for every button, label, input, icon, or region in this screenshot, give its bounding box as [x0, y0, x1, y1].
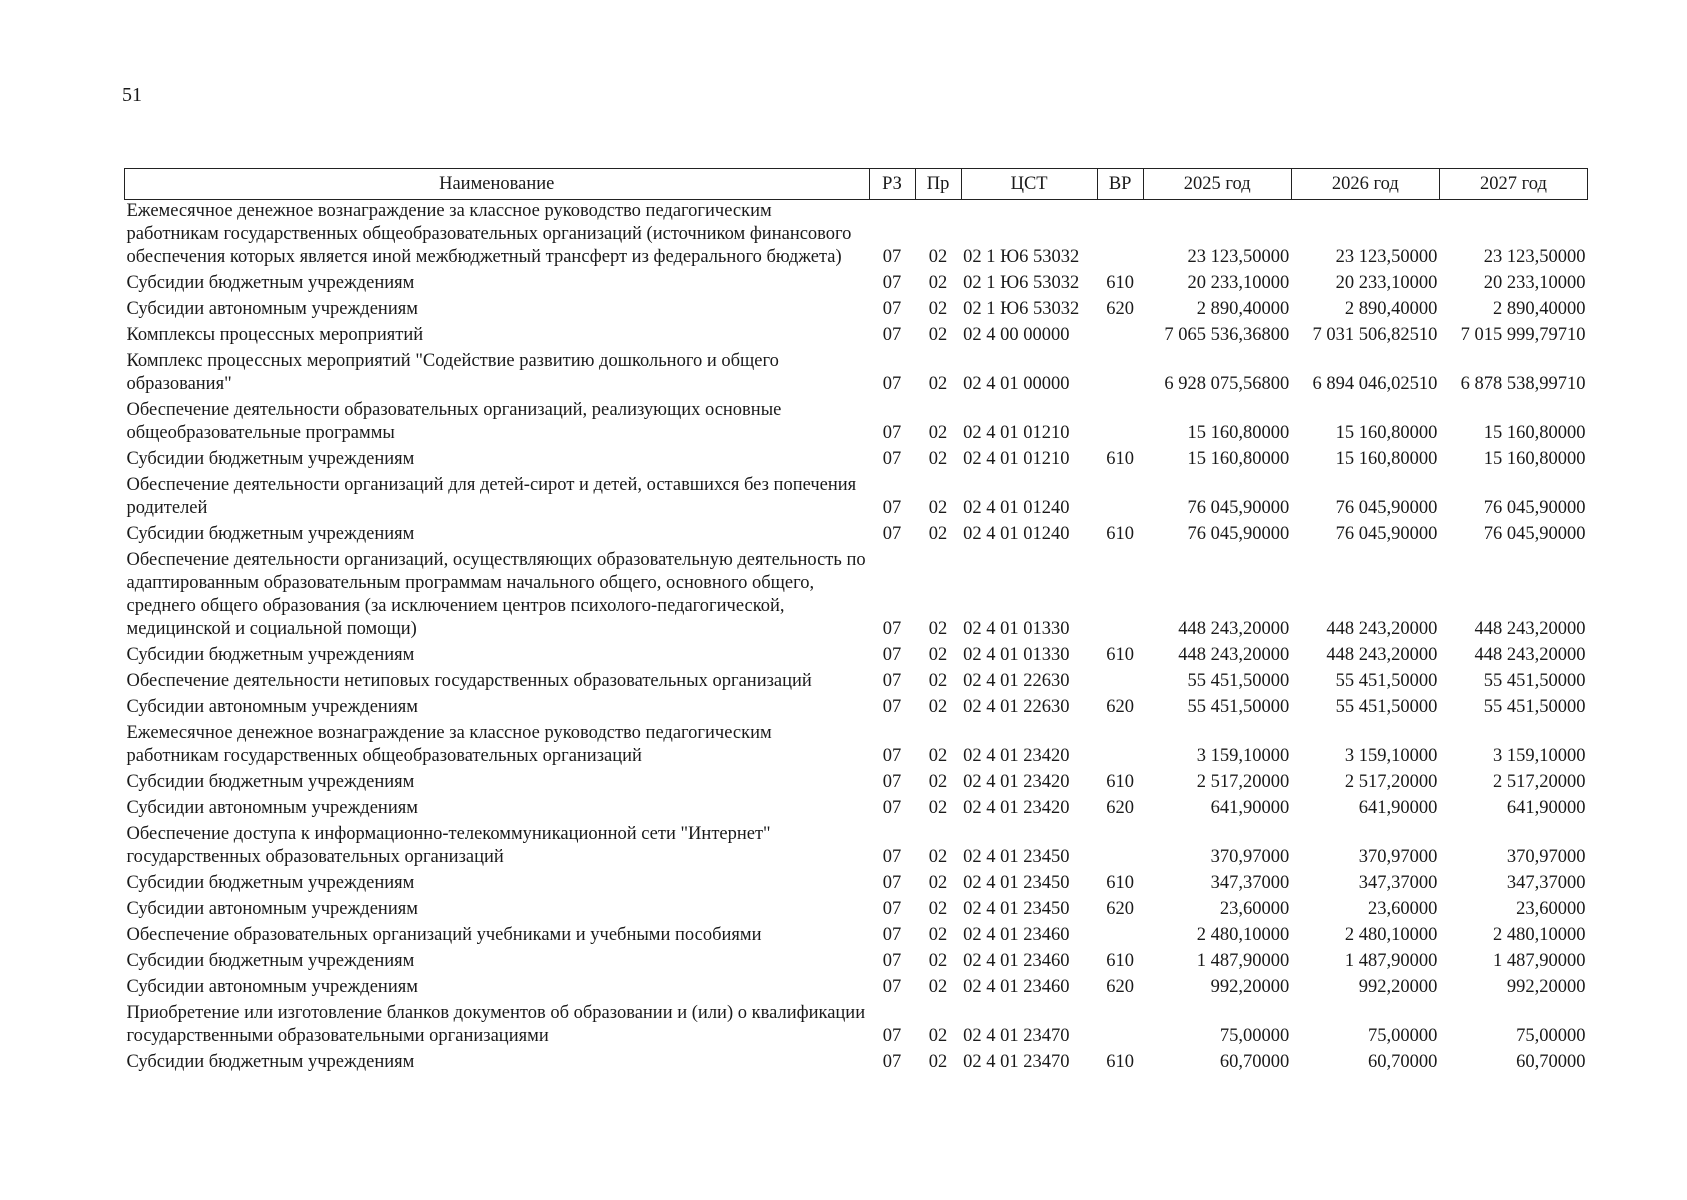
row-value-2026: 7 031 506,82510 [1312, 325, 1438, 345]
row-pr: 02 [928, 524, 948, 544]
row-vr: 610 [1106, 273, 1135, 293]
row-name: Комплекс процессных мероприятий "Содействие развитию дошкольного и общего образования" [126, 351, 779, 394]
row-cst: 02 1 Ю6 53032 [963, 299, 1080, 319]
row-vr: 610 [1106, 645, 1135, 665]
table-row [125, 1002, 1588, 1051]
row-rz: 07 [882, 772, 902, 792]
table-body [125, 200, 1588, 1078]
row-pr: 02 [928, 1026, 948, 1046]
row-value-2026: 15 160,80000 [1335, 449, 1438, 469]
row-name: Комплексы процессных мероприятий [126, 325, 424, 345]
row-name: Субсидии бюджетным учреждениям [126, 645, 415, 665]
row-value-2027: 448 243,20000 [1474, 645, 1586, 665]
row-vr [1097, 350, 1143, 399]
row-rz: 07 [882, 899, 902, 919]
row-pr: 02 [928, 619, 948, 639]
row-name: Ежемесячное денежное вознаграждение за классное руководство педагогическим работникам государственных общеобразовательных организаций (источником финансового обеспечения которых является иной межбюджетный трансферт из федерального бюджета) [126, 201, 852, 267]
row-vr: 610 [1106, 873, 1135, 893]
row-rz: 07 [882, 273, 902, 293]
header-2026: 2026 год [1291, 169, 1439, 200]
table-row [125, 872, 1588, 898]
row-cst: 02 4 01 22630 [963, 697, 1070, 717]
row-rz: 07 [882, 977, 902, 997]
row-value-2025: 20 233,10000 [1187, 273, 1290, 293]
row-name: Субсидии бюджетным учреждениям [126, 772, 415, 792]
row-vr: 620 [1106, 798, 1135, 818]
row-value-2025: 60,70000 [1219, 1052, 1290, 1072]
row-vr: 620 [1106, 977, 1135, 997]
row-name: Субсидии бюджетным учреждениям [126, 524, 415, 544]
row-value-2025: 6 928 075,56800 [1164, 374, 1290, 394]
row-value-2027: 76 045,90000 [1483, 498, 1586, 518]
row-rz: 07 [882, 247, 902, 267]
row-value-2026: 76 045,90000 [1335, 524, 1438, 544]
row-name: Ежемесячное денежное вознаграждение за классное руководство педагогическим работникам государственных общеобразовательных организаций [126, 723, 772, 766]
row-cst: 02 4 01 01330 [963, 619, 1070, 639]
row-vr: 620 [1106, 697, 1135, 717]
row-value-2025: 76 045,90000 [1187, 524, 1290, 544]
table-row [125, 797, 1588, 823]
table-row [125, 644, 1588, 670]
row-pr: 02 [928, 325, 948, 345]
table-row [125, 448, 1588, 474]
row-vr: 610 [1106, 1052, 1135, 1072]
row-value-2025: 448 243,20000 [1178, 619, 1290, 639]
row-cst: 02 4 01 23470 [963, 1026, 1070, 1046]
table-row [125, 549, 1588, 644]
table-header-row [125, 169, 1588, 200]
row-vr [1097, 722, 1143, 771]
row-rz: 07 [882, 325, 902, 345]
row-pr: 02 [928, 977, 948, 997]
row-name: Обеспечение деятельности образовательных организаций, реализующих основные общеобразовательные программы [126, 400, 782, 443]
row-value-2025: 75,00000 [1219, 1026, 1290, 1046]
row-pr: 02 [928, 798, 948, 818]
row-value-2026: 448 243,20000 [1326, 619, 1438, 639]
row-value-2026: 55 451,50000 [1335, 671, 1438, 691]
row-pr: 02 [928, 645, 948, 665]
row-vr [1097, 924, 1143, 950]
row-cst: 02 1 Ю6 53032 [963, 273, 1080, 293]
row-value-2026: 6 894 046,02510 [1312, 374, 1438, 394]
row-value-2025: 76 045,90000 [1187, 498, 1290, 518]
row-cst: 02 4 01 23460 [963, 977, 1070, 997]
table-row [125, 823, 1588, 872]
header-cst: ЦСТ [961, 169, 1097, 200]
row-rz: 07 [882, 645, 902, 665]
header-rz: РЗ [869, 169, 915, 200]
row-value-2027: 20 233,10000 [1483, 273, 1586, 293]
row-pr: 02 [928, 697, 948, 717]
row-pr: 02 [928, 449, 948, 469]
header-vr: ВР [1097, 169, 1143, 200]
row-cst: 02 4 01 01240 [963, 498, 1070, 518]
row-vr [1097, 823, 1143, 872]
row-cst: 02 4 01 01210 [963, 449, 1070, 469]
row-value-2027: 2 890,40000 [1493, 299, 1586, 319]
row-vr [1097, 549, 1143, 644]
row-value-2026: 992,20000 [1358, 977, 1438, 997]
row-pr: 02 [928, 374, 948, 394]
row-value-2026: 2 517,20000 [1344, 772, 1438, 792]
row-name: Субсидии бюджетным учреждениям [126, 449, 415, 469]
row-pr: 02 [928, 247, 948, 267]
row-cst: 02 4 01 23420 [963, 746, 1070, 766]
row-value-2026: 3 159,10000 [1344, 746, 1438, 766]
row-pr: 02 [928, 273, 948, 293]
row-vr: 610 [1106, 772, 1135, 792]
row-name: Обеспечение деятельности нетиповых государственных образовательных организаций [126, 671, 812, 691]
row-rz: 07 [882, 1052, 902, 1072]
table-row [125, 898, 1588, 924]
row-name: Обеспечение доступа к информационно-телекоммуникационной сети "Интернет" государственных образовательных организаций [126, 824, 771, 867]
row-value-2027: 641,90000 [1506, 798, 1586, 818]
row-value-2026: 20 233,10000 [1335, 273, 1438, 293]
row-value-2026: 1 487,90000 [1344, 951, 1438, 971]
table-row [125, 200, 1588, 273]
row-pr: 02 [928, 498, 948, 518]
row-name: Субсидии бюджетным учреждениям [126, 873, 415, 893]
table-row [125, 976, 1588, 1002]
row-value-2027: 15 160,80000 [1483, 423, 1586, 443]
row-value-2026: 641,90000 [1358, 798, 1438, 818]
row-cst: 02 4 01 23450 [963, 873, 1070, 893]
row-value-2026: 448 243,20000 [1326, 645, 1438, 665]
row-value-2025: 448 243,20000 [1178, 645, 1290, 665]
row-value-2025: 992,20000 [1210, 977, 1290, 997]
row-value-2027: 7 015 999,79710 [1460, 325, 1586, 345]
row-value-2027: 3 159,10000 [1493, 746, 1586, 766]
row-value-2025: 641,90000 [1210, 798, 1290, 818]
row-value-2027: 1 487,90000 [1493, 951, 1586, 971]
row-cst: 02 4 01 01240 [963, 524, 1070, 544]
row-value-2027: 15 160,80000 [1483, 449, 1586, 469]
row-name: Обеспечение деятельности организаций, осуществляющих образовательную деятельность по адаптированным образовательным программам начального общего, основного общего, среднего общего образования (за исключением центров психолого-педагогической, медицинской и социальной помощи) [126, 550, 866, 639]
table-row [125, 950, 1588, 976]
row-value-2025: 15 160,80000 [1187, 423, 1290, 443]
table-row [125, 722, 1588, 771]
row-value-2026: 370,97000 [1358, 847, 1438, 867]
row-rz: 07 [882, 374, 902, 394]
row-name: Приобретение или изготовление бланков документов об образовании и (или) о квалификации государственными образовательными организациями [126, 1003, 866, 1046]
row-vr: 610 [1106, 524, 1135, 544]
row-name: Субсидии бюджетным учреждениям [126, 951, 415, 971]
header-2025: 2025 год [1143, 169, 1291, 200]
page-number: 51 [122, 84, 142, 106]
row-value-2026: 15 160,80000 [1335, 423, 1438, 443]
row-vr: 610 [1106, 951, 1135, 971]
table-row [125, 1051, 1588, 1077]
row-value-2026: 2 480,10000 [1344, 925, 1438, 945]
row-rz: 07 [882, 619, 902, 639]
row-value-2025: 55 451,50000 [1187, 671, 1290, 691]
row-value-2025: 15 160,80000 [1187, 449, 1290, 469]
row-value-2025: 2 890,40000 [1196, 299, 1290, 319]
row-cst: 02 4 01 00000 [963, 374, 1070, 394]
row-value-2027: 75,00000 [1516, 1026, 1586, 1046]
row-value-2026: 23 123,50000 [1335, 247, 1438, 267]
table-row [125, 771, 1588, 797]
row-pr: 02 [928, 1052, 948, 1072]
table-row [125, 924, 1588, 950]
row-rz: 07 [882, 746, 902, 766]
row-vr: 620 [1106, 899, 1135, 919]
row-vr [1097, 474, 1143, 523]
row-value-2027: 448 243,20000 [1474, 619, 1586, 639]
table-row [125, 298, 1588, 324]
row-cst: 02 4 01 01210 [963, 423, 1070, 443]
row-name: Субсидии бюджетным учреждениям [126, 273, 415, 293]
row-cst: 02 4 01 23420 [963, 798, 1070, 818]
row-value-2025: 1 487,90000 [1196, 951, 1290, 971]
row-rz: 07 [882, 498, 902, 518]
row-rz: 07 [882, 671, 902, 691]
row-name: Субсидии автономным учреждениям [126, 899, 418, 919]
row-name: Обеспечение образовательных организаций учебниками и учебными пособиями [126, 925, 762, 945]
row-value-2026: 2 890,40000 [1344, 299, 1438, 319]
row-vr: 610 [1106, 449, 1135, 469]
row-value-2026: 60,70000 [1367, 1052, 1438, 1072]
row-value-2027: 55 451,50000 [1483, 697, 1586, 717]
row-cst: 02 4 01 23460 [963, 951, 1070, 971]
row-value-2026: 347,37000 [1358, 873, 1438, 893]
row-name: Субсидии автономным учреждениям [126, 299, 418, 319]
row-rz: 07 [882, 299, 902, 319]
row-name: Субсидии автономным учреждениям [126, 977, 418, 997]
row-value-2027: 23 123,50000 [1483, 247, 1586, 267]
row-rz: 07 [882, 798, 902, 818]
row-pr: 02 [928, 299, 948, 319]
row-vr [1097, 1002, 1143, 1051]
table-row [125, 523, 1588, 549]
row-vr [1097, 200, 1143, 273]
row-pr: 02 [928, 899, 948, 919]
table-row [125, 272, 1588, 298]
row-value-2025: 370,97000 [1210, 847, 1290, 867]
row-pr: 02 [928, 746, 948, 766]
row-cst: 02 4 01 23450 [963, 847, 1070, 867]
budget-table [124, 168, 1588, 1077]
row-cst: 02 1 Ю6 53032 [963, 247, 1080, 267]
row-cst: 02 4 01 23420 [963, 772, 1070, 792]
row-value-2026: 55 451,50000 [1335, 697, 1438, 717]
row-rz: 07 [882, 951, 902, 971]
row-rz: 07 [882, 697, 902, 717]
row-value-2025: 7 065 536,36800 [1164, 325, 1290, 345]
row-pr: 02 [928, 671, 948, 691]
row-name: Субсидии бюджетным учреждениям [126, 1052, 415, 1072]
row-value-2027: 2 480,10000 [1493, 925, 1586, 945]
row-vr [1097, 399, 1143, 448]
row-rz: 07 [882, 423, 902, 443]
table-row [125, 399, 1588, 448]
row-value-2027: 60,70000 [1516, 1052, 1586, 1072]
row-value-2027: 6 878 538,99710 [1460, 374, 1586, 394]
row-cst: 02 4 01 23460 [963, 925, 1070, 945]
row-cst: 02 4 01 23450 [963, 899, 1070, 919]
row-vr [1097, 324, 1143, 350]
row-name: Обеспечение деятельности организаций для детей-сирот и детей, оставшихся без попечения родителей [126, 475, 857, 518]
row-rz: 07 [882, 1026, 902, 1046]
row-name: Субсидии автономным учреждениям [126, 697, 418, 717]
row-rz: 07 [882, 847, 902, 867]
row-rz: 07 [882, 925, 902, 945]
row-cst: 02 4 01 23470 [963, 1052, 1070, 1072]
table-row [125, 474, 1588, 523]
row-pr: 02 [928, 423, 948, 443]
row-value-2026: 23,60000 [1367, 899, 1438, 919]
row-value-2025: 347,37000 [1210, 873, 1290, 893]
row-value-2025: 55 451,50000 [1187, 697, 1290, 717]
row-rz: 07 [882, 449, 902, 469]
row-value-2026: 75,00000 [1367, 1026, 1438, 1046]
header-pr: Пр [915, 169, 961, 200]
row-name: Субсидии автономным учреждениям [126, 798, 418, 818]
row-value-2025: 2 480,10000 [1196, 925, 1290, 945]
row-value-2025: 3 159,10000 [1196, 746, 1290, 766]
header-name: Наименование [125, 169, 870, 200]
row-value-2027: 76 045,90000 [1483, 524, 1586, 544]
table-row [125, 696, 1588, 722]
table-row [125, 670, 1588, 696]
row-value-2027: 55 451,50000 [1483, 671, 1586, 691]
row-cst: 02 4 01 22630 [963, 671, 1070, 691]
row-value-2027: 370,97000 [1506, 847, 1586, 867]
row-vr [1097, 670, 1143, 696]
row-rz: 07 [882, 873, 902, 893]
row-value-2027: 347,37000 [1506, 873, 1586, 893]
row-cst: 02 4 01 01330 [963, 645, 1070, 665]
row-pr: 02 [928, 847, 948, 867]
row-pr: 02 [928, 772, 948, 792]
row-pr: 02 [928, 873, 948, 893]
row-vr: 620 [1106, 299, 1135, 319]
table-row [125, 350, 1588, 399]
row-pr: 02 [928, 925, 948, 945]
header-2027: 2027 год [1439, 169, 1587, 200]
row-rz: 07 [882, 524, 902, 544]
row-pr: 02 [928, 951, 948, 971]
row-cst: 02 4 00 00000 [963, 325, 1070, 345]
table-row [125, 324, 1588, 350]
row-value-2027: 992,20000 [1506, 977, 1586, 997]
row-value-2025: 2 517,20000 [1196, 772, 1290, 792]
row-value-2025: 23 123,50000 [1187, 247, 1290, 267]
row-value-2027: 2 517,20000 [1493, 772, 1586, 792]
row-value-2026: 76 045,90000 [1335, 498, 1438, 518]
row-value-2027: 23,60000 [1516, 899, 1586, 919]
row-value-2025: 23,60000 [1219, 899, 1290, 919]
